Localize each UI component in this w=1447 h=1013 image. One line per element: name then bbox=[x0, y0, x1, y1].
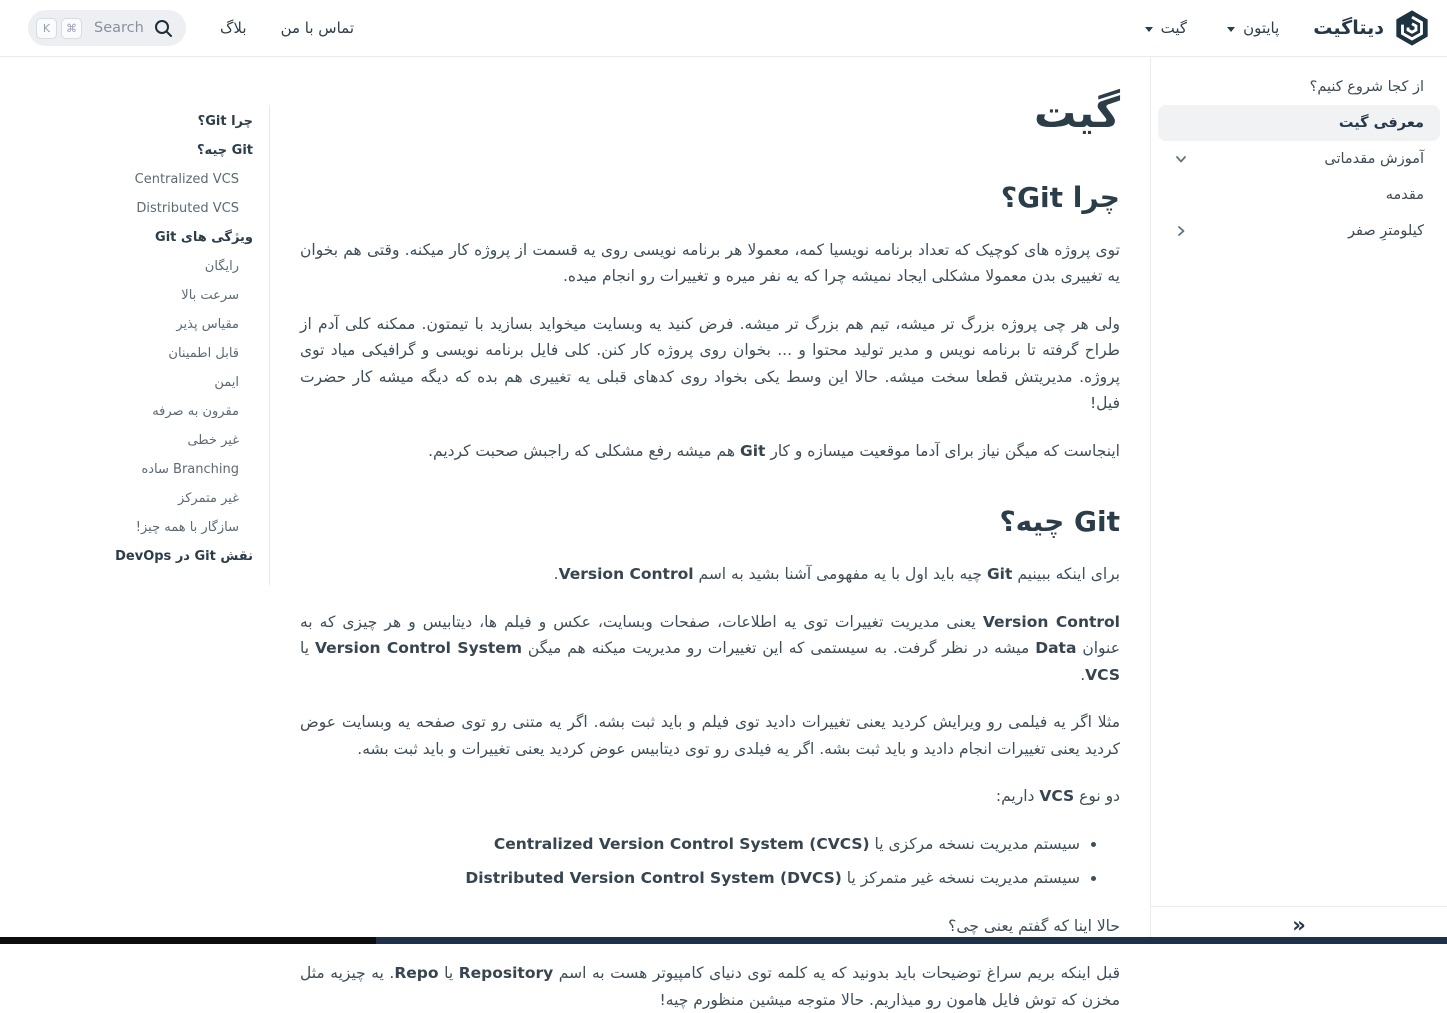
text: سیستم مدیریت نسخه مرکزی یا bbox=[870, 835, 1080, 853]
paragraph bbox=[300, 311, 1120, 417]
bold-text: Repository bbox=[459, 964, 554, 982]
toc-list bbox=[0, 105, 270, 585]
toc-link[interactable]: غیر متمرکز bbox=[178, 491, 239, 506]
search-input[interactable] bbox=[28, 10, 186, 46]
sidebar-item[interactable] bbox=[1158, 141, 1440, 177]
toc-item bbox=[0, 484, 253, 513]
text: ولی هر چی پروژه بزرگ تر میشه، تیم هم بزرگ تر میشه. فرض کنید یه وبسایت میخواید بسازید با تیمتون. ممکنه کلی آدم از طراح گرفته تا برنامه نویس و مدیر تولید محتوا و ... بخوان روی پروژه کار کنن. کلی فایل برنامه نویسی و گرافیکی میاد توی پروژه. مدیریتش قطعا سخت میشه. حالا این وسط یکی بخواد روی کدهای قبلی یه تغییری هم بده که دیگه میشه کار حضرت فیل! bbox=[300, 315, 1120, 413]
toc-link[interactable]: سرعت بالا bbox=[181, 288, 239, 303]
nav-dropdown-label: گیت bbox=[1161, 19, 1187, 37]
nav-link-contact[interactable]: تماس با من bbox=[281, 19, 354, 37]
chevron-right-icon bbox=[1174, 224, 1188, 238]
text: چیه باید اول با یه مفهومی آشنا بشید به اسم bbox=[694, 565, 987, 583]
paragraph bbox=[300, 913, 1120, 940]
bold-text: Git bbox=[740, 442, 765, 460]
toc-item bbox=[0, 455, 253, 484]
article-body bbox=[300, 180, 1120, 1013]
text: . bbox=[554, 565, 559, 583]
section-heading bbox=[300, 180, 1120, 215]
sidebar-menu bbox=[1151, 57, 1447, 906]
text: سیستم مدیریت نسخه غیر متمرکز یا bbox=[842, 869, 1080, 887]
toc-link[interactable]: Git چیه؟ bbox=[197, 143, 253, 158]
text: داریم: bbox=[996, 787, 1039, 805]
table-of-contents bbox=[0, 57, 270, 944]
toc-item bbox=[0, 194, 253, 223]
chevron-down-icon bbox=[1174, 152, 1188, 166]
paragraph bbox=[300, 783, 1120, 810]
nav-dropdown-label: پایتون bbox=[1243, 19, 1279, 37]
toc-link[interactable]: ایمن bbox=[214, 375, 239, 390]
toc-link[interactable]: قابل اطمینان bbox=[168, 346, 239, 361]
text: . bbox=[1080, 666, 1085, 684]
toc-item bbox=[0, 136, 253, 165]
paragraph bbox=[300, 960, 1120, 1013]
toc-link[interactable]: ویژگی های Git bbox=[155, 230, 253, 245]
toc-item bbox=[0, 397, 253, 426]
sidebar-item-label: معرفی گیت bbox=[1339, 115, 1424, 131]
caret-down-icon bbox=[1145, 27, 1153, 32]
navbar bbox=[0, 0, 1447, 57]
bold-text: Distributed Version Control System (DVCS) bbox=[465, 869, 842, 887]
toc-item bbox=[0, 339, 253, 368]
brand-title: دیتاگیت bbox=[1313, 17, 1384, 39]
brand-logo-icon bbox=[1393, 9, 1431, 47]
toc-link[interactable]: مقیاس پذیر bbox=[176, 317, 239, 332]
toc-item bbox=[0, 223, 253, 252]
bold-text: Version Control bbox=[983, 613, 1120, 631]
text: مثلا اگر یه فیلمی رو ویرایش کردید یعنی تغییرات دادید توی فیلم و باید ثبت بشه. اگر یه متنی رو توی صفحه یه وبسایت عوض کردید یعنی تغییرات انجام دادید و باید ثبت بشه. اگر یه فیلدی رو توی دیتابیس عوض کردید یعنی تغییرات و باید ثبت بشه. bbox=[300, 713, 1120, 758]
section-heading bbox=[300, 504, 1120, 539]
toc-link[interactable]: رایگان bbox=[205, 259, 239, 274]
bold-text: Version Control System bbox=[315, 639, 522, 657]
bold-text: Version Control bbox=[559, 565, 694, 583]
paragraph bbox=[300, 438, 1120, 465]
toc-link[interactable]: Branching ساده bbox=[141, 462, 239, 477]
toc-item bbox=[0, 165, 253, 194]
toc-item bbox=[0, 542, 253, 571]
toc-link[interactable]: Distributed VCS bbox=[136, 201, 239, 216]
text: قبل اینکه بریم سراغ توضیحات باید بدونید که یه کلمه توی دنیای کامپیوتر هست به اسم bbox=[553, 964, 1120, 982]
bold-text: VCS bbox=[1085, 666, 1120, 684]
text: میشه در نظر گرفت. به سیستمی که این تغییرات رو مدیریت میکنه هم میگن bbox=[522, 639, 1035, 657]
sidebar-item[interactable] bbox=[1158, 213, 1440, 249]
text: یا bbox=[439, 964, 459, 982]
bullet-list bbox=[300, 831, 1120, 892]
search-icon bbox=[154, 19, 173, 38]
bold-text: VCS bbox=[1039, 787, 1074, 805]
bottom-dark-strip-left bbox=[0, 937, 376, 944]
sidebar-item-label: کیلومترِ صفر bbox=[1348, 223, 1424, 239]
text: برای اینکه ببینیم bbox=[1012, 565, 1120, 583]
bold-text: Repo bbox=[394, 964, 438, 982]
article bbox=[270, 57, 1150, 944]
toc-item bbox=[0, 368, 253, 397]
text: یعنی مدیریت تغییرات توی یه اطلاعات، صفحات وبسایت، عکس و فیلم ها، دیتابیس و هر چیزی که به عنوان bbox=[300, 613, 1120, 658]
bold-text: Centralized Version Control System (CVCS) bbox=[494, 835, 870, 853]
search-placeholder: Search bbox=[94, 20, 144, 36]
text: دو نوع bbox=[1074, 787, 1120, 805]
caret-down-icon bbox=[1227, 27, 1235, 32]
text: چرا Git؟ bbox=[1001, 181, 1120, 214]
text: اینجاست که میگن نیاز برای آدما موقعیت میسازه و کار bbox=[765, 442, 1120, 460]
toc-item bbox=[0, 107, 253, 136]
toc-item bbox=[0, 281, 253, 310]
toc-link[interactable]: Centralized VCS bbox=[135, 172, 239, 187]
paragraph bbox=[300, 237, 1120, 290]
toc-item bbox=[0, 426, 253, 455]
toc-link[interactable]: چرا Git؟ bbox=[198, 114, 253, 129]
list-item bbox=[300, 865, 1080, 892]
bold-text: Git bbox=[987, 565, 1012, 583]
text: یا bbox=[300, 639, 315, 657]
paragraph bbox=[300, 709, 1120, 762]
sidebar-item[interactable] bbox=[1158, 105, 1440, 141]
toc-item bbox=[0, 252, 253, 281]
text: حالا اینا که گفتم یعنی چی؟ bbox=[948, 917, 1120, 935]
sidebar-item-label: مقدمه bbox=[1386, 187, 1424, 203]
kbd-k-badge: K bbox=[36, 18, 57, 39]
body-layout bbox=[0, 57, 1447, 944]
text: هم میشه رفع مشکلی که راجبش صحبت کردیم. bbox=[428, 442, 740, 460]
bold-text: Data bbox=[1035, 639, 1076, 657]
nav-dropdown-python[interactable] bbox=[1227, 19, 1279, 37]
toc-link[interactable]: مقرون به صرفه bbox=[152, 404, 239, 419]
text: Git چیه؟ bbox=[999, 505, 1120, 538]
toc-item bbox=[0, 310, 253, 339]
toc-item bbox=[0, 513, 253, 542]
kbd-cmd-badge: ⌘ bbox=[61, 18, 82, 39]
navbar-menu bbox=[1145, 19, 1280, 37]
navbar-left-group bbox=[16, 10, 354, 46]
list-item bbox=[300, 831, 1080, 858]
toc-link[interactable]: نقش Git در DevOps bbox=[115, 549, 253, 564]
doc-sidebar bbox=[1150, 57, 1447, 944]
page-title: گیت bbox=[300, 87, 1120, 140]
sidebar-item[interactable] bbox=[1158, 177, 1440, 213]
nav-dropdown-git[interactable] bbox=[1145, 19, 1187, 37]
toc-link[interactable]: غیر خطی bbox=[187, 433, 239, 448]
text: . یه چیزیه مثل مخزن که توش فایل هامون رو میذاریم. حالا متوجه میشین منظورم چیه! bbox=[300, 964, 1120, 1009]
brand[interactable] bbox=[1313, 9, 1431, 47]
toc-link[interactable]: سازگار با همه چیز! bbox=[136, 520, 239, 535]
sidebar-item-label: آموزش مقدماتی bbox=[1324, 151, 1424, 167]
paragraph bbox=[300, 609, 1120, 689]
sidebar-item-label: از کجا شروع کنیم؟ bbox=[1310, 79, 1424, 95]
main-area bbox=[0, 57, 1150, 944]
sidebar-collapse-button[interactable]: » bbox=[1292, 915, 1306, 936]
nav-link-blog[interactable]: بلاگ bbox=[220, 19, 247, 37]
paragraph bbox=[300, 561, 1120, 588]
text: توی پروژه های کوچیک که تعداد برنامه نویسیا کمه، معمولا هر برنامه نویسی روی یه قسمت از پروژه کار میکنه. وقتی هم بخوان یه تغییری بدن معمولا مشکلی ایجاد نمیشه چرا که یه نفر میره و تغییرات رو انجام میده. bbox=[300, 241, 1120, 286]
sidebar-item[interactable] bbox=[1158, 69, 1440, 105]
